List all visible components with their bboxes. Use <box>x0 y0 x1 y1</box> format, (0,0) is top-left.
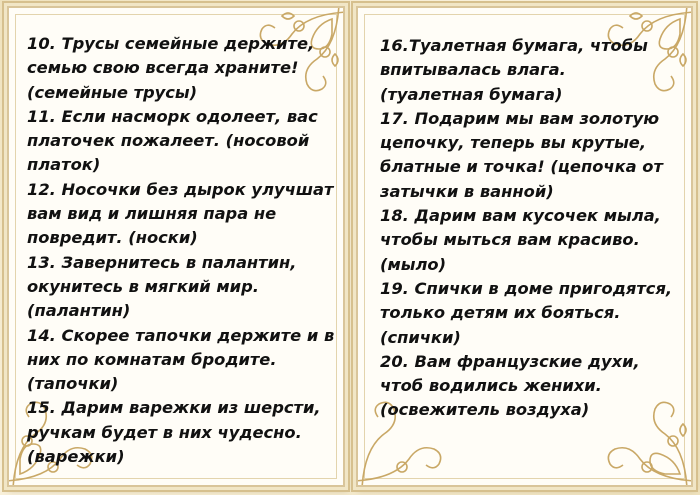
text-line: только детям их бояться. <box>380 303 621 323</box>
right-card-text <box>380 34 677 423</box>
text-line: (мыло) <box>380 254 447 274</box>
text-line: блатные и точка! (цепочка от <box>380 157 663 177</box>
text-line: 20. Вам французские духи, <box>380 351 640 371</box>
text-line: платочек пожалеет. (носовой <box>27 131 310 151</box>
text-line: семью свою всегда храните! <box>27 58 299 78</box>
text-line: чтоб водились женихи. <box>380 376 602 396</box>
text-line: затычки в ванной) <box>380 181 554 201</box>
text-line: вам вид и лишняя пара не <box>27 204 277 224</box>
text-line: них по комнатам бродите. <box>27 349 277 369</box>
right-card <box>356 6 693 487</box>
text-line: (спички) <box>380 327 461 347</box>
text-line: 19. Спички в доме пригодятся, <box>380 278 673 298</box>
text-line: 14. Скорее тапочки держите и в <box>27 325 335 345</box>
text-line: 18. Дарим вам кусочек мыла, <box>380 206 661 226</box>
text-line: 16.Туалетная бумага, чтобы <box>380 36 648 55</box>
text-line: (варежки) <box>27 447 125 467</box>
text-line: 12. Носочки без дырок улучшат <box>27 179 334 199</box>
text-line: 10. Трусы семейные держите, <box>27 34 315 53</box>
text-line: впитывалась влага. <box>380 60 566 80</box>
text-line: окунитесь в мягкий мир. <box>27 276 259 296</box>
text-line: 17. Подарим мы вам золотую <box>380 108 660 128</box>
text-line: 15. Дарим варежки из шерсти, <box>27 398 321 418</box>
text-line: (тапочки) <box>27 374 119 394</box>
text-line: повредит. (носки) <box>27 228 198 248</box>
text-line: (палантин) <box>27 301 131 321</box>
text-line: чтобы мыться вам красиво. <box>380 230 640 250</box>
left-card <box>7 6 345 487</box>
text-line: ручкам будет в них чудесно. <box>27 422 302 442</box>
text-line: цепочку, теперь вы крутые, <box>380 133 647 153</box>
text-line: 11. Если насморк одолеет, вас <box>27 106 318 126</box>
text-line: (туалетная бумага) <box>380 84 563 104</box>
text-line: (освежитель воздуха) <box>380 400 590 420</box>
text-line: 13. Завернитесь в палантин, <box>27 252 297 272</box>
text-line: (семейные трусы) <box>27 82 198 102</box>
text-line: платок) <box>27 155 101 175</box>
left-card-text <box>27 32 335 469</box>
